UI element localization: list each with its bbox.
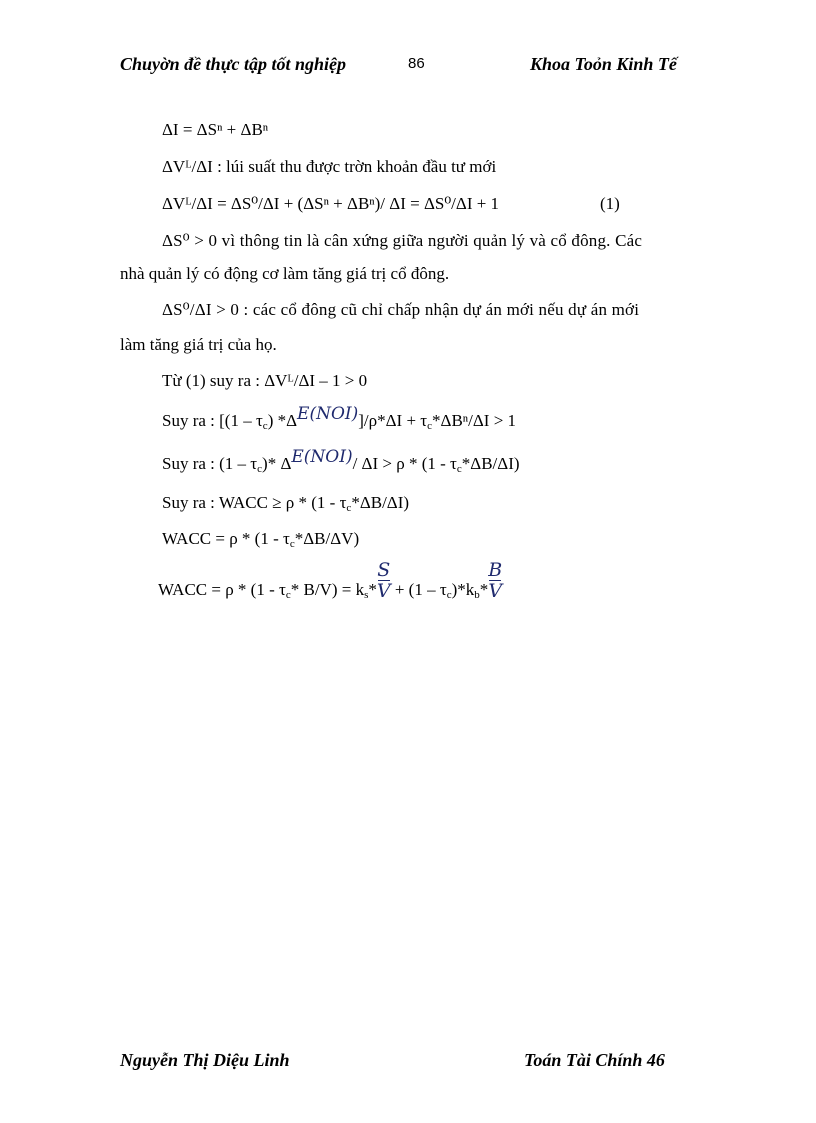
inequality-2-part-c: / ΔI > ρ * (1 - τ — [352, 454, 457, 473]
equation-delta-i: ΔI = ΔSⁿ + ΔBⁿ — [162, 120, 269, 139]
fraction-b-over-v — [488, 560, 502, 601]
wacc-final-equation — [158, 560, 502, 601]
tau-subscript: c — [427, 420, 433, 432]
equation-1: ΔVᴸ/ΔI = ΔS⁰/ΔI + (ΔSⁿ + ΔBⁿ)/ ΔI = ΔS⁰/ΔI + 1 — [162, 194, 500, 213]
inequality-1-part-d: *ΔBⁿ/ΔI > 1 — [432, 411, 517, 430]
page-number: 86 — [408, 55, 425, 72]
expected-noi-symbol: E(NOI) — [291, 447, 353, 467]
k-s-subscript: s — [364, 589, 369, 601]
wacc-equation — [162, 529, 359, 550]
wacc-final-part-b: * B/V) = k — [290, 580, 365, 599]
wacc-final-part-a: WACC = ρ * (1 - τ — [158, 580, 286, 599]
wacc-inequality-part-a: Suy ra : WACC ≥ ρ * (1 - τ — [162, 493, 347, 512]
fraction-denominator: V — [488, 580, 503, 602]
wacc-equation-part-b: *ΔB/ΔV) — [294, 529, 360, 548]
wacc-equation-part-a: WACC = ρ * (1 - τ — [162, 529, 290, 548]
expected-noi-symbol: E(NOI) — [297, 404, 359, 424]
wacc-final-part-e: )*k — [451, 580, 475, 599]
wacc-final-part-f: * — [479, 580, 489, 599]
tau-subscript: c — [257, 463, 263, 475]
inequality-1-part-a: Suy ra : [(1 – τ — [162, 411, 263, 430]
wacc-final-part-d: + (1 – τ — [390, 580, 447, 599]
wacc-inequality-part-b: *ΔB/ΔI) — [351, 493, 410, 512]
paragraph-2-line-1: ΔS⁰/ΔI > 0 : các cổ đông cũ chỉ chấp nhận dự án mới nếu dự án mới — [162, 300, 640, 319]
footer-author: Nguyễn Thị Diệu Linh — [120, 1050, 290, 1070]
tau-subscript: c — [262, 420, 268, 432]
fraction-numerator: B — [488, 559, 503, 581]
tau-subscript: c — [346, 502, 352, 514]
inequality-2-part-d: *ΔB/ΔI) — [461, 454, 520, 473]
paragraph-1-line-1: ΔS⁰ > 0 vì thông tin là cân xứng giữa người quản lý và cổ đông. Các — [162, 231, 643, 250]
fraction-denominator: V — [376, 580, 391, 602]
inequality-2-part-a: Suy ra : (1 – τ — [162, 454, 258, 473]
wacc-final-part-c: * — [368, 580, 377, 599]
header-right: Khoa Toỏn Kinh Tế — [530, 54, 677, 74]
header-left: Chuyờn đề thực tập tốt nghiệp — [120, 54, 346, 74]
inequality-2-part-b: )* Δ — [262, 454, 292, 473]
equation-1-tag: (1) — [600, 194, 620, 213]
wacc-inequality — [162, 493, 409, 514]
inequality-2 — [162, 447, 520, 475]
tau-subscript: c — [456, 463, 462, 475]
inequality-1-part-c: ]/ρ*ΔI + τ — [358, 411, 428, 430]
k-b-subscript: b — [474, 589, 480, 601]
fraction-s-over-v — [377, 560, 391, 601]
fraction-numerator: S — [377, 559, 391, 581]
inequality-1-part-b: ) *Δ — [267, 411, 298, 430]
inference-line: Từ (1) suy ra : ΔVᴸ/ΔI – 1 > 0 — [162, 371, 368, 390]
tau-subscript: c — [446, 589, 452, 601]
footer-class: Toán Tài Chính 46 — [524, 1050, 665, 1070]
definition-delta-vl: ΔVᴸ/ΔI : lúi suất thu được trờn khoản đầu tư mới — [162, 157, 497, 176]
paragraph-1-line-2: nhà quản lý có động cơ làm tăng giá trị cổ đông. — [120, 264, 450, 283]
inequality-1 — [162, 404, 517, 432]
tau-subscript: c — [285, 589, 291, 601]
tau-subscript: c — [289, 538, 295, 550]
paragraph-2-line-2: làm tăng giá trị của họ. — [120, 335, 277, 354]
